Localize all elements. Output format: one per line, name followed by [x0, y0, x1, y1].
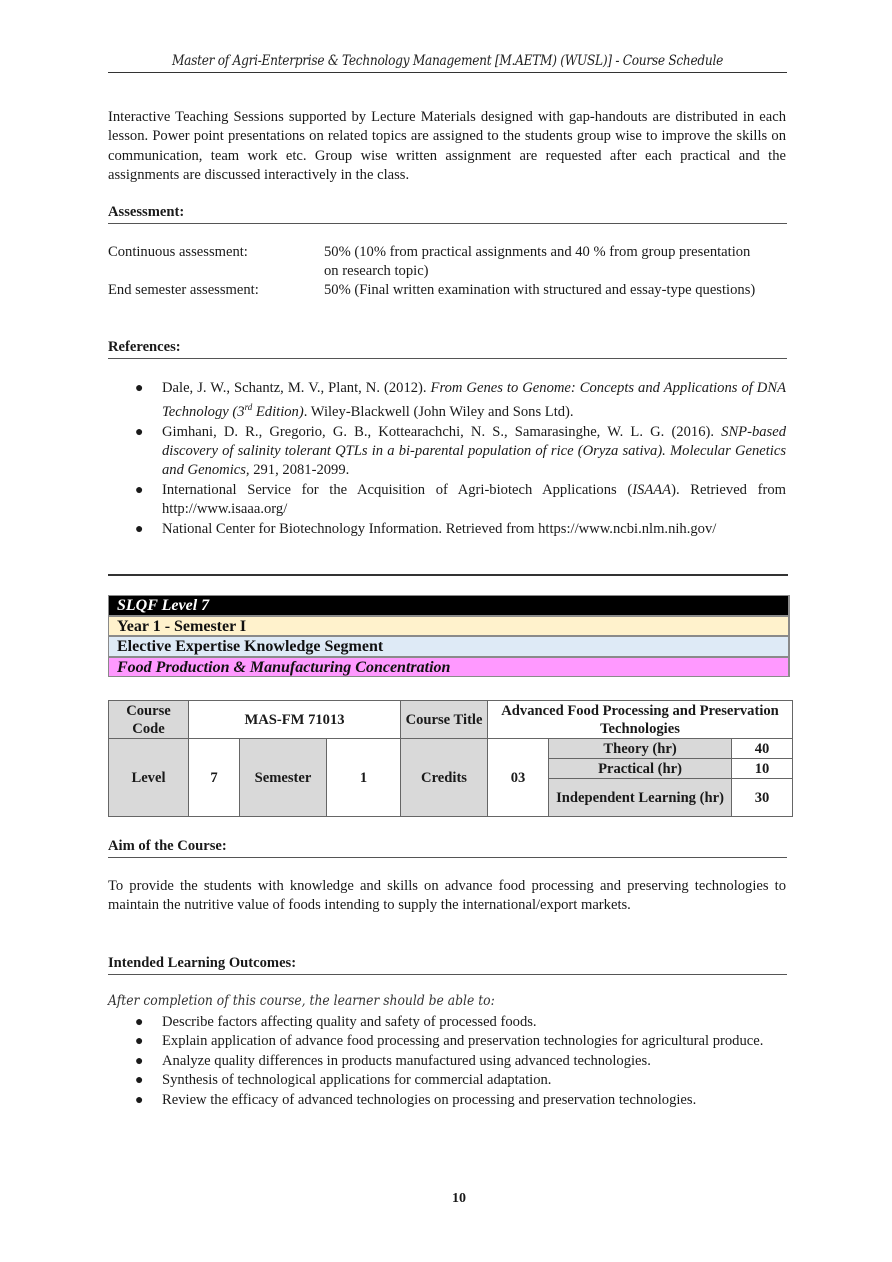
reference-item: ● International Service for the Acquisition of Agri-biotech Applications (ISAAA). Retrieved from http://www.isaaa.org/	[135, 481, 786, 518]
header-rule	[108, 72, 787, 73]
section-divider	[108, 574, 788, 576]
page-number: 10	[452, 1191, 466, 1206]
ilo-item: ● Synthesis of technological applications for commercial adaptation.	[108, 1071, 786, 1090]
bullet-icon: ●	[135, 1015, 144, 1030]
year-semester-band: Year 1 - Semester I	[108, 616, 790, 637]
course-classification-bands	[108, 595, 790, 677]
aim-paragraph: To provide the students with knowledge and skills on advance food processing and preserving technologies to maintain the nutritive value of foods intending to supply the international/export markets.	[108, 878, 786, 914]
references-list	[108, 379, 786, 539]
ilo-item: ● Describe factors affecting quality and safety of processed foods.	[108, 1013, 786, 1032]
ilo-list	[108, 1013, 786, 1110]
ilo-item: ● Explain application of advance food processing and preservation technologies for agricultural produce.	[108, 1032, 786, 1051]
bullet-icon: ●	[135, 521, 144, 537]
reference-item: ● Gimhani, D. R., Gregorio, G. B., Kottearachchi, N. S., Samarasinghe, W. L. G. (2016). SNP-based discovery of salinity tolerant QTLs in a bi-parental population of rice (Oryza sativa). Molecular Genetics and Genomics, 291, 2081-2099.	[135, 423, 786, 479]
theory-hours-value: 40	[732, 739, 793, 759]
course-title-value: Advanced Food Processing and Preservation Technologies	[488, 701, 793, 739]
bullet-icon: ●	[135, 1092, 144, 1108]
continuous-assessment-label: Continuous assessment:	[108, 244, 248, 260]
credits-value: 03	[488, 739, 549, 817]
end-semester-assessment-value: 50% (Final written examination with structured and essay-type questions)	[324, 282, 756, 298]
bullet-icon: ●	[135, 424, 144, 440]
ilo-intro: After completion of this course, the learner should be able to:	[108, 993, 495, 1009]
independent-learning-hours-label: Independent Learning (hr)	[549, 779, 732, 817]
theory-hours-label: Theory (hr)	[549, 739, 732, 759]
ilo-item: ● Review the efficacy of advanced technologies on processing and preservation technologies.	[108, 1091, 786, 1110]
course-details-table	[108, 700, 793, 817]
reference-link-text: National Center for Biotechnology Information. Retrieved from https://www.ncbi.nlm.nih.gov/	[162, 520, 717, 537]
ilo-heading: Intended Learning Outcomes:	[108, 954, 787, 975]
assessment-heading: Assessment:	[108, 203, 787, 224]
concentration-band: Food Production & Manufacturing Concentration	[108, 657, 790, 678]
bullet-icon: ●	[135, 1034, 144, 1050]
credits-label: Credits	[401, 739, 488, 817]
practical-hours-value: 10	[732, 759, 793, 779]
bullet-icon: ●	[135, 1073, 144, 1089]
practical-hours-label: Practical (hr)	[549, 759, 732, 779]
bullet-icon: ●	[135, 1053, 144, 1069]
document-header-title: Master of Agri-Enterprise & Technology Management [M.AETM) (WUSL)] - Course Schedule	[171, 53, 724, 69]
level-value: 7	[189, 739, 240, 817]
teaching-methods-paragraph: Interactive Teaching Sessions supported by Lecture Materials designed with gap-handouts are distributed in each lesson. Power point presentations on related topics are assigned to the students group wise to improve the skills on communication, team work etc. Group wise written assignment are requested after each practical and the assignments are discussed interactively in the class.	[108, 109, 786, 184]
continuous-assessment-value: 50% (10% from practical assignments and 40 % from group presentation on research topic)	[324, 244, 751, 280]
course-title-label: Course Title	[401, 701, 488, 739]
ilo-item: ● Analyze quality differences in products manufactured using advanced technologies.	[108, 1052, 786, 1071]
semester-label: Semester	[240, 739, 327, 817]
course-code-label: Course Code	[109, 701, 189, 739]
aim-heading: Aim of the Course:	[108, 837, 787, 858]
course-code-value: MAS-FM 71013	[189, 701, 401, 739]
bullet-icon: ●	[135, 482, 144, 498]
level-label: Level	[109, 739, 189, 817]
semester-value: 1	[327, 739, 401, 817]
end-semester-assessment-label: End semester assessment:	[108, 282, 259, 298]
slqf-level-band: SLQF Level 7	[108, 595, 790, 616]
references-heading: References:	[108, 338, 787, 359]
reference-item: ● Dale, J. W., Schantz, M. V., Plant, N. (2012). From Genes to Genome: Concepts and Applications of DNA Technology (3rd Edition). Wiley-Blackwell (John Wiley and Sons Ltd).	[135, 380, 786, 421]
reference-item	[108, 520, 786, 539]
independent-learning-hours-value: 30	[732, 779, 793, 817]
segment-band: Elective Expertise Knowledge Segment	[108, 636, 790, 657]
bullet-icon: ●	[135, 381, 144, 396]
